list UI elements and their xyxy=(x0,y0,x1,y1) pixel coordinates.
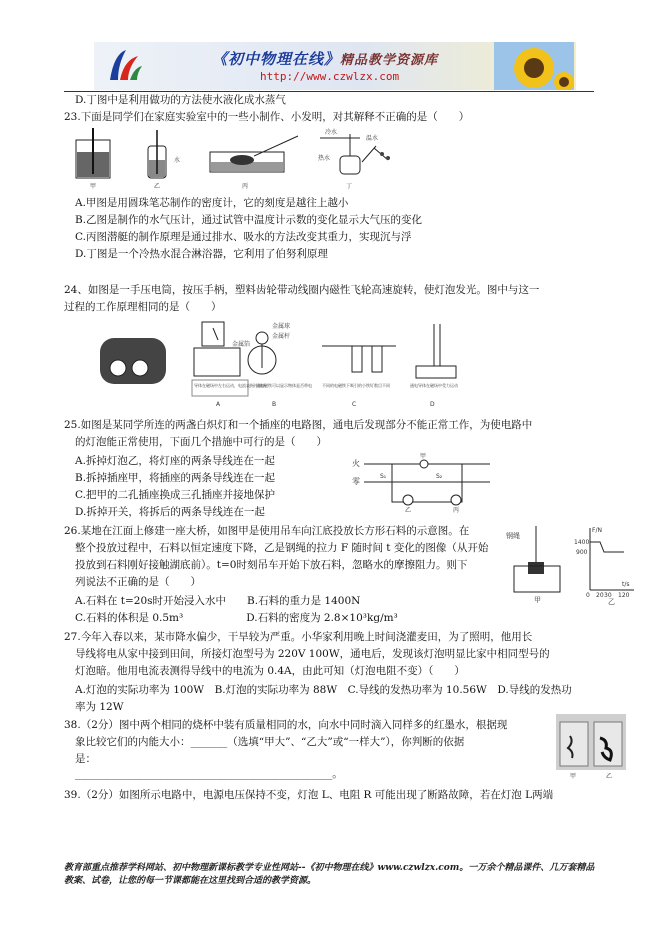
text-line: _________________________________________________。 xyxy=(75,768,343,780)
q26-label-b: 乙 xyxy=(608,598,615,606)
banner-url[interactable]: http://www.czwlzx.com xyxy=(260,70,400,83)
q23-label-c: 丙 xyxy=(242,183,249,190)
text-line: B.拆掉插座甲，将插座的两条导线连在一起 xyxy=(75,472,276,484)
q24-figure xyxy=(96,316,476,412)
q26-tick-900: 900 xyxy=(576,549,588,556)
q23-word-hot: 热水 xyxy=(318,155,331,162)
q25-lamp-c: 丙 xyxy=(453,507,460,514)
q26-tick-30: 30 xyxy=(604,592,612,599)
q26-tick-20: 20 xyxy=(596,592,604,599)
text-line: 整个投放过程中，石料以恒定速度下降，乙是钢绳的拉力 F 随时间 t 变化的图像（从开始 xyxy=(75,542,489,554)
header-banner xyxy=(94,42,576,90)
text-line: 38.（2分）图中两个相同的烧杯中装有质量相同的水，向水中同时滴入同样多的红墨水，根据现 xyxy=(64,719,508,731)
text-line: A.灯泡的实际功率为 100W B.灯泡的实际功率为 88W C.导线的发热功率为 10.56W D.导线的发热功 xyxy=(75,684,572,696)
text-line: 25.如图是某同学所连的两盏白炽灯和一个插座的电路图，通电后发现部分不能正常工作，为使电路中 xyxy=(64,419,533,431)
q26-axis-t: t/s xyxy=(622,581,630,588)
text-line: C.把甲的二孔插座换成三孔插座并接地保护 xyxy=(75,489,275,501)
text-line: A.石料在 t=20s时开始浸入水中 B.石料的重力是 1400N xyxy=(75,595,361,607)
q23-word-water: 水 xyxy=(174,157,181,164)
q23-word-cold: 冷水 xyxy=(325,129,338,136)
q23-label-b: 乙 xyxy=(154,183,161,190)
text-line: C.石料的体积是 0.5m³ D.石料的密度为 2.8×10³kg/m³ xyxy=(75,612,398,624)
text-line: D.丁图中是利用做功的方法使水液化成水蒸气 xyxy=(75,94,286,106)
q23-word-warm: 温水 xyxy=(366,135,379,142)
q26-label-a: 甲 xyxy=(534,596,541,604)
text-line: 是： xyxy=(75,753,96,765)
q24-caption-a: 导体在磁场中左右运动，电流表指针偏转 xyxy=(194,383,266,388)
q25-socket: 甲 xyxy=(420,453,427,460)
text-line: A.甲图是用圆珠笔芯制作的密度计，它的刻度是越往上越小 xyxy=(75,197,349,209)
q24-option-b: B xyxy=(272,401,277,408)
q25-live: 火 xyxy=(352,459,360,468)
q24-caption-b: 旋电磁铁可以显示物体是否带电 xyxy=(256,383,312,388)
q38-figure xyxy=(556,714,626,780)
q26-axis-f: F/N xyxy=(592,527,602,534)
text-line: C.丙图潜艇的制作原理是通过排水、吸水的方法改变其重力，实现沉与浮 xyxy=(75,231,412,243)
q26-tick-120: 120 xyxy=(618,592,630,599)
text-line: 象比较它们的内能大小：_______（选填“甲大”、“乙大”或“一样大”），你判断的依据 xyxy=(75,736,465,748)
sunflower-icon xyxy=(494,42,574,90)
text-line: 26.某地在江面上修建一座大桥，如图甲是使用吊车向江底投放长方形石料的示意图。在 xyxy=(64,525,470,537)
text-line: 灯泡暗。他用电流表测得导线中的电流为 0.4A，由此可知（灯泡电阻不变）（ ） xyxy=(75,665,465,677)
q26-figure xyxy=(504,522,636,606)
logo-icon xyxy=(104,46,144,86)
q26-rope: 钢绳 xyxy=(506,532,520,540)
q24-word-rod: 金属杆 xyxy=(272,333,291,340)
q25-s2: S₂ xyxy=(436,473,443,480)
text-line: 的灯泡能正常使用，下面几个措施中可行的是（ ） xyxy=(75,436,327,448)
header-rule xyxy=(64,91,594,92)
q25-circuit xyxy=(352,452,492,514)
q24-option-d: D xyxy=(430,401,435,408)
text-line: 27.今年入春以来，某市降水偏少，干旱较为严重。小华家利用晚上时间浇灌麦田，为了照明，他用长 xyxy=(64,631,533,643)
q23-label-d: 丁 xyxy=(346,183,353,190)
text-line: 率为 12W xyxy=(75,701,124,713)
text-line: 23.下面是同学们在家庭实验室中的一些小制作、小发明，对其解释不正确的是（ ） xyxy=(64,111,470,123)
q25-lamp-b: 乙 xyxy=(405,507,412,514)
q24-caption-d: 通电导体在磁场中受力运动 xyxy=(410,383,458,388)
q25-neutral: 零 xyxy=(352,477,360,486)
q25-s1: S₁ xyxy=(380,473,387,480)
q23-label-a: 甲 xyxy=(90,183,97,190)
q23-figure xyxy=(70,126,400,192)
q24-word-foil: 金属箔 xyxy=(232,341,251,348)
q26-tick-0: 0 xyxy=(586,592,590,599)
banner-title: 《初中物理在线》精品教学资源库 xyxy=(212,50,439,68)
text-line: 投放到石料刚好接触湖底前）。t=0时刻吊车开始下放石料，忽略水的摩擦阻力。则下 xyxy=(75,559,468,571)
text-line: 39.（2分）如图所示电路中，电源电压保持不变，灯泡 L、电阻 R 可能出现了断路故障，若在灯泡 L两端 xyxy=(64,789,554,801)
q38-label-b: 乙 xyxy=(606,773,613,780)
text-line: 24、如图是一手压电筒，按压手柄，塑料齿轮带动线圈内磁性飞轮高速旋转，使灯泡发光。图中与这一 xyxy=(64,284,540,296)
text-line: A.拆掉灯泡乙，将灯座的两条导线连在一起 xyxy=(75,455,275,467)
text-line: 过程的工作原理相同的是（ ） xyxy=(64,301,222,313)
page-footer: 教育部重点推荐学科网站、初中物理新课标教学专业性网站--《初中物理在线》www.czwlzx.com。一万余个精品课件、几万套精品教案、试卷，让您的每一节课都能在这里找到合适的教学资源。 xyxy=(64,863,595,886)
text-line: 列说法不正确的是（ ） xyxy=(75,576,201,588)
q38-label-a: 甲 xyxy=(570,773,577,780)
q24-caption-c: 不同的电磁铁下吸引的小铁钉数目不同 xyxy=(322,383,390,388)
text-line: B.乙图是制作的水气压计，通过试管中温度计示数的变化显示大气压的变化 xyxy=(75,214,423,226)
q26-tick-1400: 1400 xyxy=(574,539,590,546)
text-line: D.拆掉开关，将拆后的两条导线连在一起 xyxy=(75,506,265,518)
q24-option-c: C xyxy=(352,401,357,408)
text-line: D.丁图是一个冷热水混合淋浴器，它利用了伯努利原理 xyxy=(75,248,328,260)
q24-word-ball: 金属球 xyxy=(272,323,291,330)
text-line: 导线将电从家中接到田间，所接灯泡型号为 220V 100W，通电后，发现该灯泡明显比家中相同型号的 xyxy=(75,648,550,660)
q24-option-a: A xyxy=(216,401,221,408)
